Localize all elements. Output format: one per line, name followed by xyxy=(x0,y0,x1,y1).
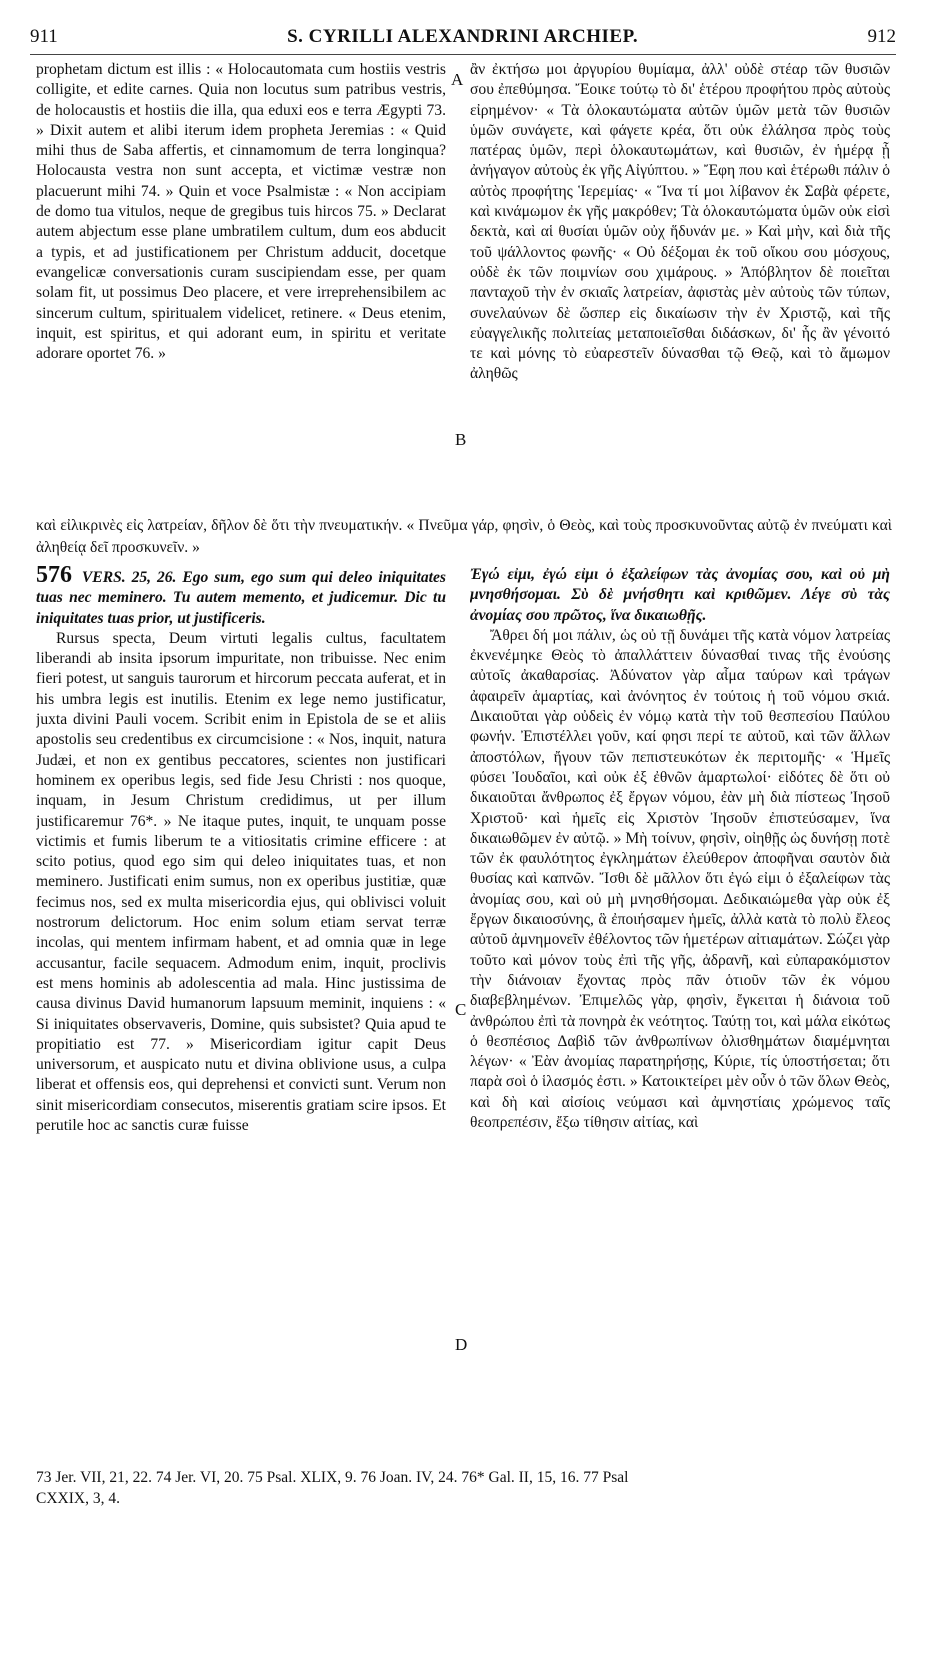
latin-paragraph-top: prophetam dictum est illis : « Holocautomata cum hostiis vestris colligite, et edite carnes. Quia non locutus sum patribus vestris, de holocaustis et hostiis die illa, qua eduxi eos e terra Ægypti 73. » Dixit autem et alibi iterum idem propheta Jeremias : « Quid mihi thus de Saba affertis, et cinnamomum de terra longinqua? Holocausta vestra non sunt accepta, et victimæ vestræ non placuerunt mihi 74. » Quin et voce Psalmistæ : « Non accipiam de domo tua vitulos, neque de gregibus tuis hircos 75. » Declarat autem abjectum esse plane umbratilem cultum, dum eos abducit a typis, et ad justificationem per Christum adducit, docetque evangelicæ conversationis curam suscipiendam esse, per quam solam fit, ut possimus Deo placere, et vere irreprehensibilem ac sincerum cultum, spiritualem videlicet, retinere. « Deus etenim, inquit, est spiritus, et qui adorant eum, in spiritu et veritate adorare oportet 76. » xyxy=(36,61,446,363)
margin-marker-d: D xyxy=(455,1335,468,1354)
footnote-line-1: 73 Jer. VII, 21, 22. 74 Jer. VI, 20. 75 Psal. XLIX, 9. 76 Joan. IV, 24. 76* Gal. II, 15, 16. 77 Psal xyxy=(36,1469,629,1486)
footnote-line-2: CXXIX, 3, 4. xyxy=(36,1490,120,1507)
latin-lemma-text: VERS. 25, 26. Ego sum, ego sum qui deleo iniquitates tuas nec meminero. Tu autem memento, et judicemur. Dic tu iniquitates tuas prior, ut justificeris. xyxy=(36,569,446,627)
latin-column-top xyxy=(36,60,446,480)
margin-marker-a: A xyxy=(451,70,464,89)
latin-body: Rursus specta, Deum virtuti legalis cultus, facultatem liberandi ab insita ipsorum impuritate, non tribuisse. Nec enim fieri potest, ut sanguis taurorum et hircorum peccata auferat, et in his umbra legis est inutilis. Etenim ex lege nemo justificatur, juxta divini Pauli vocem. Scribit enim in Epistola de se et aliis apostolis seu credentibus ex circumcisione : « Nos, inquit, natura Judæi, et non ex gentibus peccatores, scientes non justificari hominem ex operibus legis, sed fide Jesu Christi : nos quoque, inquam, in Jesum Christum credidimus, ut per illum justificaremur 76*. » Ne itaque putes, inquit, te unquam posse victimis et fumis liberum te a vitiositatis crimine efficere : at scito potius, quod ego sim qui deleo iniquitates tuas, et non meminero. Justificati enim sumus, non ex operibus justitiæ, quæ fecimus nos, sed ex multa misericordia ejus, qui oblivisci voluit nostrorum delictorum. Hoc enim solum etiam servat terræ incolas, qui mentem infirmam habent, et ad omnia quæ in lege accusantur, facile sequacem. Admodum enim, inquit, proclivis est mens hominis ab adolescentia ad mala. Hinc justissima de causa divinus David humanorum lapsuum meminit, inquiens : « Si iniquitates observaveris, Domine, quis subsistet? Quia apud te propitiatio est 77. » Misericordiam igitur capit Deus universorum, et auspicato nutu et divina oblivione usus, a culpa liberat et offensis eos, qui deprehensi et convicti sunt. Verum non sinit misericordiam consecutos, miserentis gratiam scire ipsos. Et perutile hoc ac sanctis curæ fuisse xyxy=(36,629,446,1135)
margin-marker-c: C xyxy=(455,1000,467,1019)
footnotes xyxy=(36,1467,896,1509)
margin-page-number: 576 xyxy=(36,565,72,588)
greek-lemma: Ἐγώ εἰμι, ἐγώ εἰμι ὁ ἐξαλείφων τὰς ἀνομίας σου, καὶ οὐ μὴ μνησθήσομαι. Σὺ δὲ μνήσθητι καὶ κριθῶμεν. Λέγε σὺ τὰς ἀνομίας σου πρῶτος, ἵνα δικαιωθῇς. xyxy=(470,566,890,624)
greek-column-top xyxy=(470,60,890,480)
latin-lemma xyxy=(36,565,446,629)
header-rule xyxy=(30,54,896,55)
page-number-right: 912 xyxy=(867,26,896,47)
greek-span-text: καὶ εἰλικρινὲς εἰς λατρείαν, δῆλον δὲ ὅτι τὴν πνευματικήν. « Πνεῦμα γάρ, φησὶν, ὁ Θεὸς, καὶ τοὺς προσκυνοῦντας αὐτῷ ἐν πνεύματι καὶ ἀληθείᾳ δεῖ προσκυνεῖν. » xyxy=(36,517,892,556)
running-title: S. CYRILLI ALEXANDRINI ARCHIEP. xyxy=(287,26,639,47)
page-number-left: 911 xyxy=(30,26,58,47)
running-header xyxy=(30,22,896,52)
greek-body: Ἄθρει δή μοι πάλιν, ὡς οὐ τῇ δυνάμει τῆς κατὰ νόμον λατρείας ἐκνενέμηκε Θεὸς τὸ ἀπαλλάττειν δύνασθαί τινας τῆς ἐνούσης αὐτοῖς ἀκαθαρσίας. Ἀδύνατον γὰρ αἷμα ταύρων καὶ τράγων ἀφαιρεῖν ἁμαρτίας, καὶ ἀνόνητος ἐν τούτοις ἡ τοῦ νόμου σκιά. Δικαιοῦται γὰρ οὐδεὶς ἐν νόμῳ κατὰ τὴν τοῦ θεσπεσίου Παύλου φωνήν. Ἐπιστέλλει γοῦν, καί φησι περί τε αὐτοῦ, καὶ τῶν ἄλλων ἀποστόλων, ἤγουν τῶν πεπιστευκότων ἐκ περιτομῆς· « Ἡμεῖς φύσει Ἰουδαῖοι, καὶ οὐκ ἐξ ἐθνῶν ἁμαρτωλοί· εἰδότες δὲ ὅτι οὐ δικαιοῦται ἄνθρωπος ἐξ ἔργων νόμου, ἐὰν μὴ διὰ πίστεως Ἰησοῦ Χριστοῦ· καὶ ἡμεῖς εἰς Χριστὸν Ἰησοῦν ἐπιστεύσαμεν, ἵνα δικαιωθῶμεν ἐν αὐτῷ. » Μὴ τοίνυν, φησὶν, οἰηθῇς ὡς δυνήσῃ ποτὲ τῶν ἐκ φαυλότητος ἐγκλημάτων ἐλεύθερον ἀποφῆναι σαυτὸν διὰ θυσίας καὶ καπνῶν. Ἴσθι δὲ μᾶλλον ὅτι ἐγώ εἰμι ὁ ἐξαλείφων τὰς ἀνομίας σου, καὶ οὐ μὴ μνησθήσομαι. Δεδικαιώμεθα γὰρ οὐκ ἐξ ἔργων δικαιοσύνης, ἃ ἐποιήσαμεν ἡμεῖς, ἀλλὰ κατὰ τὸ πολὺ ἔλεος αὐτοῦ ἀμνημονεῖν ἐθέλοντος τῶν ἡμετέρων αἰτιαμάτων. Σώζει γὰρ τοῦτο καὶ μόνον τοὺς ἐπὶ τῆς γῆς, ἀδρανῆ, καὶ εὐπαρακόμιστον τὴν διάνοιαν ἔχοντας πρὸς πᾶν ὁτιοῦν τῶν ἐκ νόμου διαβεβλημένων. Ἐπιμελῶς γὰρ, φησὶν, ἔγκειται ἡ διάνοια τοῦ ἀνθρώπου ἐπὶ τὰ πονηρὰ ἐκ νεότητος. Ταύτῃ τοι, καὶ μάλα εἰκότως ὁ θεσπέσιος Δαβὶδ τῶν ἀνθρωπίνων ὀλισθημάτων διαμέμνηται λέγων· « Ἐὰν ἀνομίας παρατηρήσῃς, Κύριε, τίς ὑποστήσεται; ὅτι παρὰ σοὶ ὁ ἱλασμός ἐστι. » Κατοικτείρει μὲν οὖν ὁ τῶν ὅλων Θεὸς, καὶ δὴ καὶ αἰσίοις νεύμασι καὶ ἀμνηστίαις χρώμενος ταῖς θεοπρεπέσιν, ἔξω τίθησιν αἰτίας, καὶ xyxy=(470,626,890,1132)
greek-full-width-line xyxy=(36,515,892,559)
margin-marker-b: B xyxy=(455,430,467,449)
greek-paragraph-top: ἂν ἐκτήσω μοι ἀργυρίου θυμίαμα, ἀλλ' οὐδὲ στέαρ τῶν θυσιῶν σου ἐπεθύμησα. Ἔοικε τούτῳ τὸ δι' ἑτέρου προφήτου πρὸς αὐτοὺς εἰρημένον· « Τὰ ὁλοκαυτώματα αὐτῶν ὑμῶν μετὰ τῶν θυσιῶν ὑμῶν συνάγετε, καὶ φάγετε κρέα, ὅτι οὐκ ἐλάλησα πρὸς τοὺς πατέρας ὑμῶν, περὶ ὁλοκαυτωμάτων, καὶ θυσιῶν, ἐν ἡμέρᾳ ᾗ ἀνήγαγον αὐτοὺς ἐκ γῆς Αἰγύπτου. » Ἔφη που καὶ ἑτέρωθι πάλιν ὁ αὐτὸς προφήτης Ἱερεμίας· « Ἵνα τί μοι λίβανον ἐκ Σαβὰ φέρετε, καὶ κινάμωμον ἐκ γῆς μακρόθεν; Τὰ ὁλοκαυτώματα ὑμῶν οὐκ εἰσὶ δεκτὰ, καὶ αἱ θυσίαι ὑμῶν οὐχ ἥδυνάν με. » Καὶ μὴν, καὶ διὰ τῆς τοῦ ψάλλοντος φωνῆς· « Οὐ δέξομαι ἐκ τοῦ οἴκου σου μόσχους, οὐδὲ ἐκ τῶν ποιμνίων σου χιμάρους. » Ἀπόβλητον δὲ ποιεῖται πανταχοῦ τὴν ἐν σκιαῖς λατρείαν, ἀφιστὰς μὲν αὐτοὺς τῶν τύπων, συνελαύνων δὲ ὥσπερ εἰς δικαίωσιν τὴν ἐν Χριστῷ, καὶ τῆς εὐαγγελικῆς πολιτείας μεταποιεῖσθαι διδάσκων, δι' ἧς ἂν γένοιτό τε καὶ μόνης τὸ εὐαρεστεῖν δύνασθαι τῷ Θεῷ, καὶ τὸ ἄμωμον ἀληθῶς xyxy=(470,61,890,383)
